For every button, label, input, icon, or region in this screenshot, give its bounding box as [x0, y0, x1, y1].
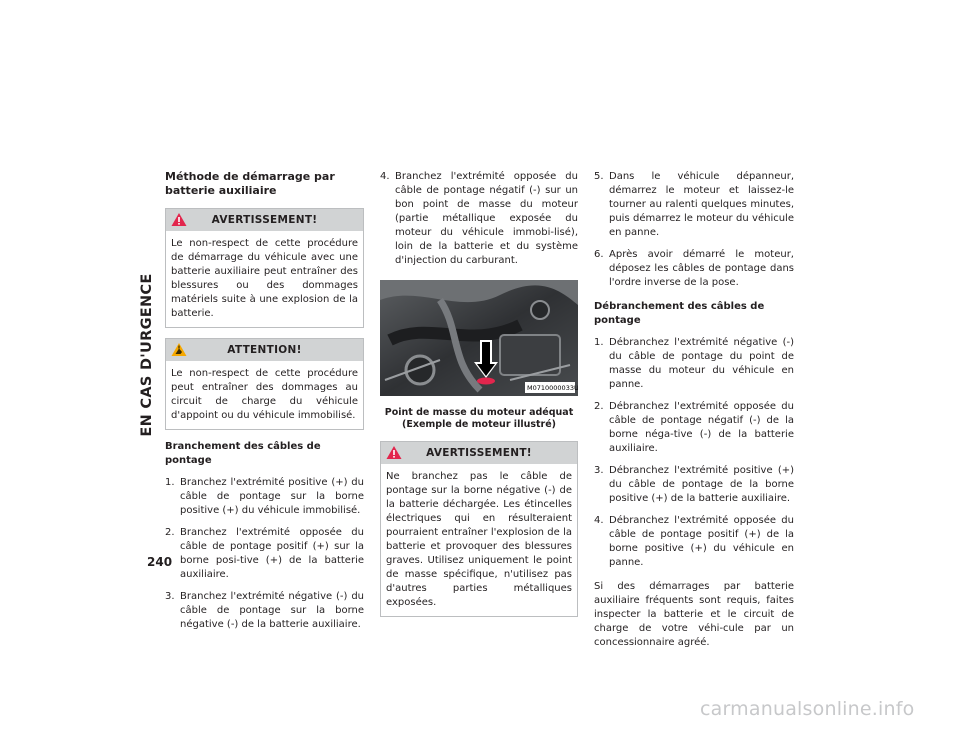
engine-ground-point-photo — [380, 280, 578, 396]
step-number: 1. — [594, 337, 604, 348]
list-item — [165, 476, 364, 518]
step-text: Branchez l'extrémité opposée du câble de pontage positif (+) sur la borne posi-tive (+) de la batterie auxiliaire. — [180, 527, 364, 580]
list-item — [594, 464, 794, 506]
column-1 — [165, 170, 364, 642]
warning-box-title: AVERTISSEMENT! — [211, 214, 318, 226]
step-text: Dans le véhicule dépanneur, démarrez le moteur et laissez-le tourner au ralenti quelques minutes, puis démarrez le moteur du véhicule en panne. — [609, 171, 794, 238]
warning-box-text: Ne branchez pas le câble de pontage sur la borne négative (-) de la batterie déchargée. Les étincelles électriques qui en résulteraient pourraient entraîner l'explosion de la batterie et provoquer des blessures graves. Utilisez uniquement le point de masse spécifique, n'utilisez pas d'autres parties métalliques exposées. — [386, 471, 572, 608]
step-number: 6. — [594, 249, 604, 260]
caution-box — [165, 338, 364, 430]
warning-box-title: AVERTISSEMENT! — [426, 447, 532, 459]
list-item — [594, 248, 794, 290]
step-text: Branchez l'extrémité positive (+) du câble de pontage sur la borne positive (+) du véhicule immobilisé. — [180, 477, 364, 516]
step-text: Débranchez l'extrémité opposée du câble de pontage positif (+) de la borne positive (+) du véhicule en panne. — [609, 515, 794, 568]
warning-box-2 — [380, 441, 578, 617]
section-side-tab-label: EN CAS D'URGENCE — [139, 273, 155, 437]
step-text: Branchez l'extrémité négative (-) du câble de pontage sur la borne négative (-) de la batterie auxiliaire. — [180, 591, 364, 630]
warning-box-header — [166, 209, 363, 231]
step-number: 4. — [380, 171, 390, 182]
list-item — [380, 170, 578, 268]
list-item — [594, 514, 794, 570]
disconnect-steps-list — [594, 336, 794, 570]
step-text: Débranchez l'extrémité négative (-) du câble de pontage du point de masse du moteur du véhicule en panne. — [609, 337, 794, 390]
warning-box-header — [381, 442, 577, 464]
step-number: 4. — [594, 515, 604, 526]
column-2 — [380, 170, 578, 627]
photo-reference-code: M0710000033US — [527, 384, 578, 392]
step-number: 1. — [165, 477, 175, 488]
list-item — [594, 400, 794, 456]
warning-box-text: Le non-respect de cette procédure de démarrage du véhicule avec une batterie auxiliaire peut entraîner des blessures ou des dommages matériels suite à une explosion de la batterie. — [171, 238, 358, 319]
photo-caption: Point de masse du moteur adéquat (Exemple de moteur illustré) — [384, 407, 574, 430]
step-text: Débranchez l'extrémité opposée du câble de pontage négatif (-) de la borne néga-tive (-) de la batterie auxiliaire. — [609, 401, 794, 454]
ground-point-marker — [477, 378, 495, 385]
list-item — [165, 526, 364, 582]
step-number: 3. — [165, 591, 175, 602]
warning-box-1 — [165, 208, 364, 328]
connect-steps-list — [165, 476, 364, 632]
watermark: carmanualsonline.info — [700, 698, 915, 720]
start-steps-list — [594, 170, 794, 290]
list-item — [165, 590, 364, 632]
page-number: 240 — [147, 555, 173, 569]
caution-box-text: Le non-respect de cette procédure peut entraîner des dommages au circuit de charge du véhicule d'appoint ou du véhicule immobilisé. — [171, 368, 358, 421]
step-text: Après avoir démarré le moteur, déposez les câbles de pontage dans l'ordre inverse de la pose. — [609, 249, 794, 288]
list-item — [594, 336, 794, 392]
step-number: 3. — [594, 465, 604, 476]
closing-paragraph: Si des démarrages par batterie auxiliaire fréquents sont requis, faites inspecter la batterie et le circuit de charge de votre véhi-cule par un concessionnaire agréé. — [594, 581, 794, 648]
caution-box-header — [166, 339, 363, 361]
step-text: Débranchez l'extrémité positive (+) du câble de pontage de la borne positive (+) de la batterie auxiliaire. — [609, 465, 794, 504]
disconnect-cables-heading: Débranchement des câbles de pontage — [594, 301, 765, 326]
section-title: Méthode de démarrage par batterie auxiliaire — [165, 170, 335, 197]
step-number: 2. — [594, 401, 604, 412]
step-number: 2. — [165, 527, 175, 538]
caution-box-title: ATTENTION! — [227, 344, 302, 356]
column-3 — [594, 170, 794, 650]
section-side-tab — [136, 160, 158, 550]
connect-cables-heading: Branchement des câbles de pontage — [165, 441, 321, 466]
step-text: Branchez l'extrémité opposée du câble de pontage négatif (-) sur un bon point de masse du moteur (partie métallique exposée du moteur du véhicule immobi-lisé), loin de la batterie et du système d'injection du carburant. — [395, 171, 578, 266]
step-number: 5. — [594, 171, 604, 182]
list-item — [594, 170, 794, 240]
connect-steps-list-continued — [380, 170, 578, 268]
